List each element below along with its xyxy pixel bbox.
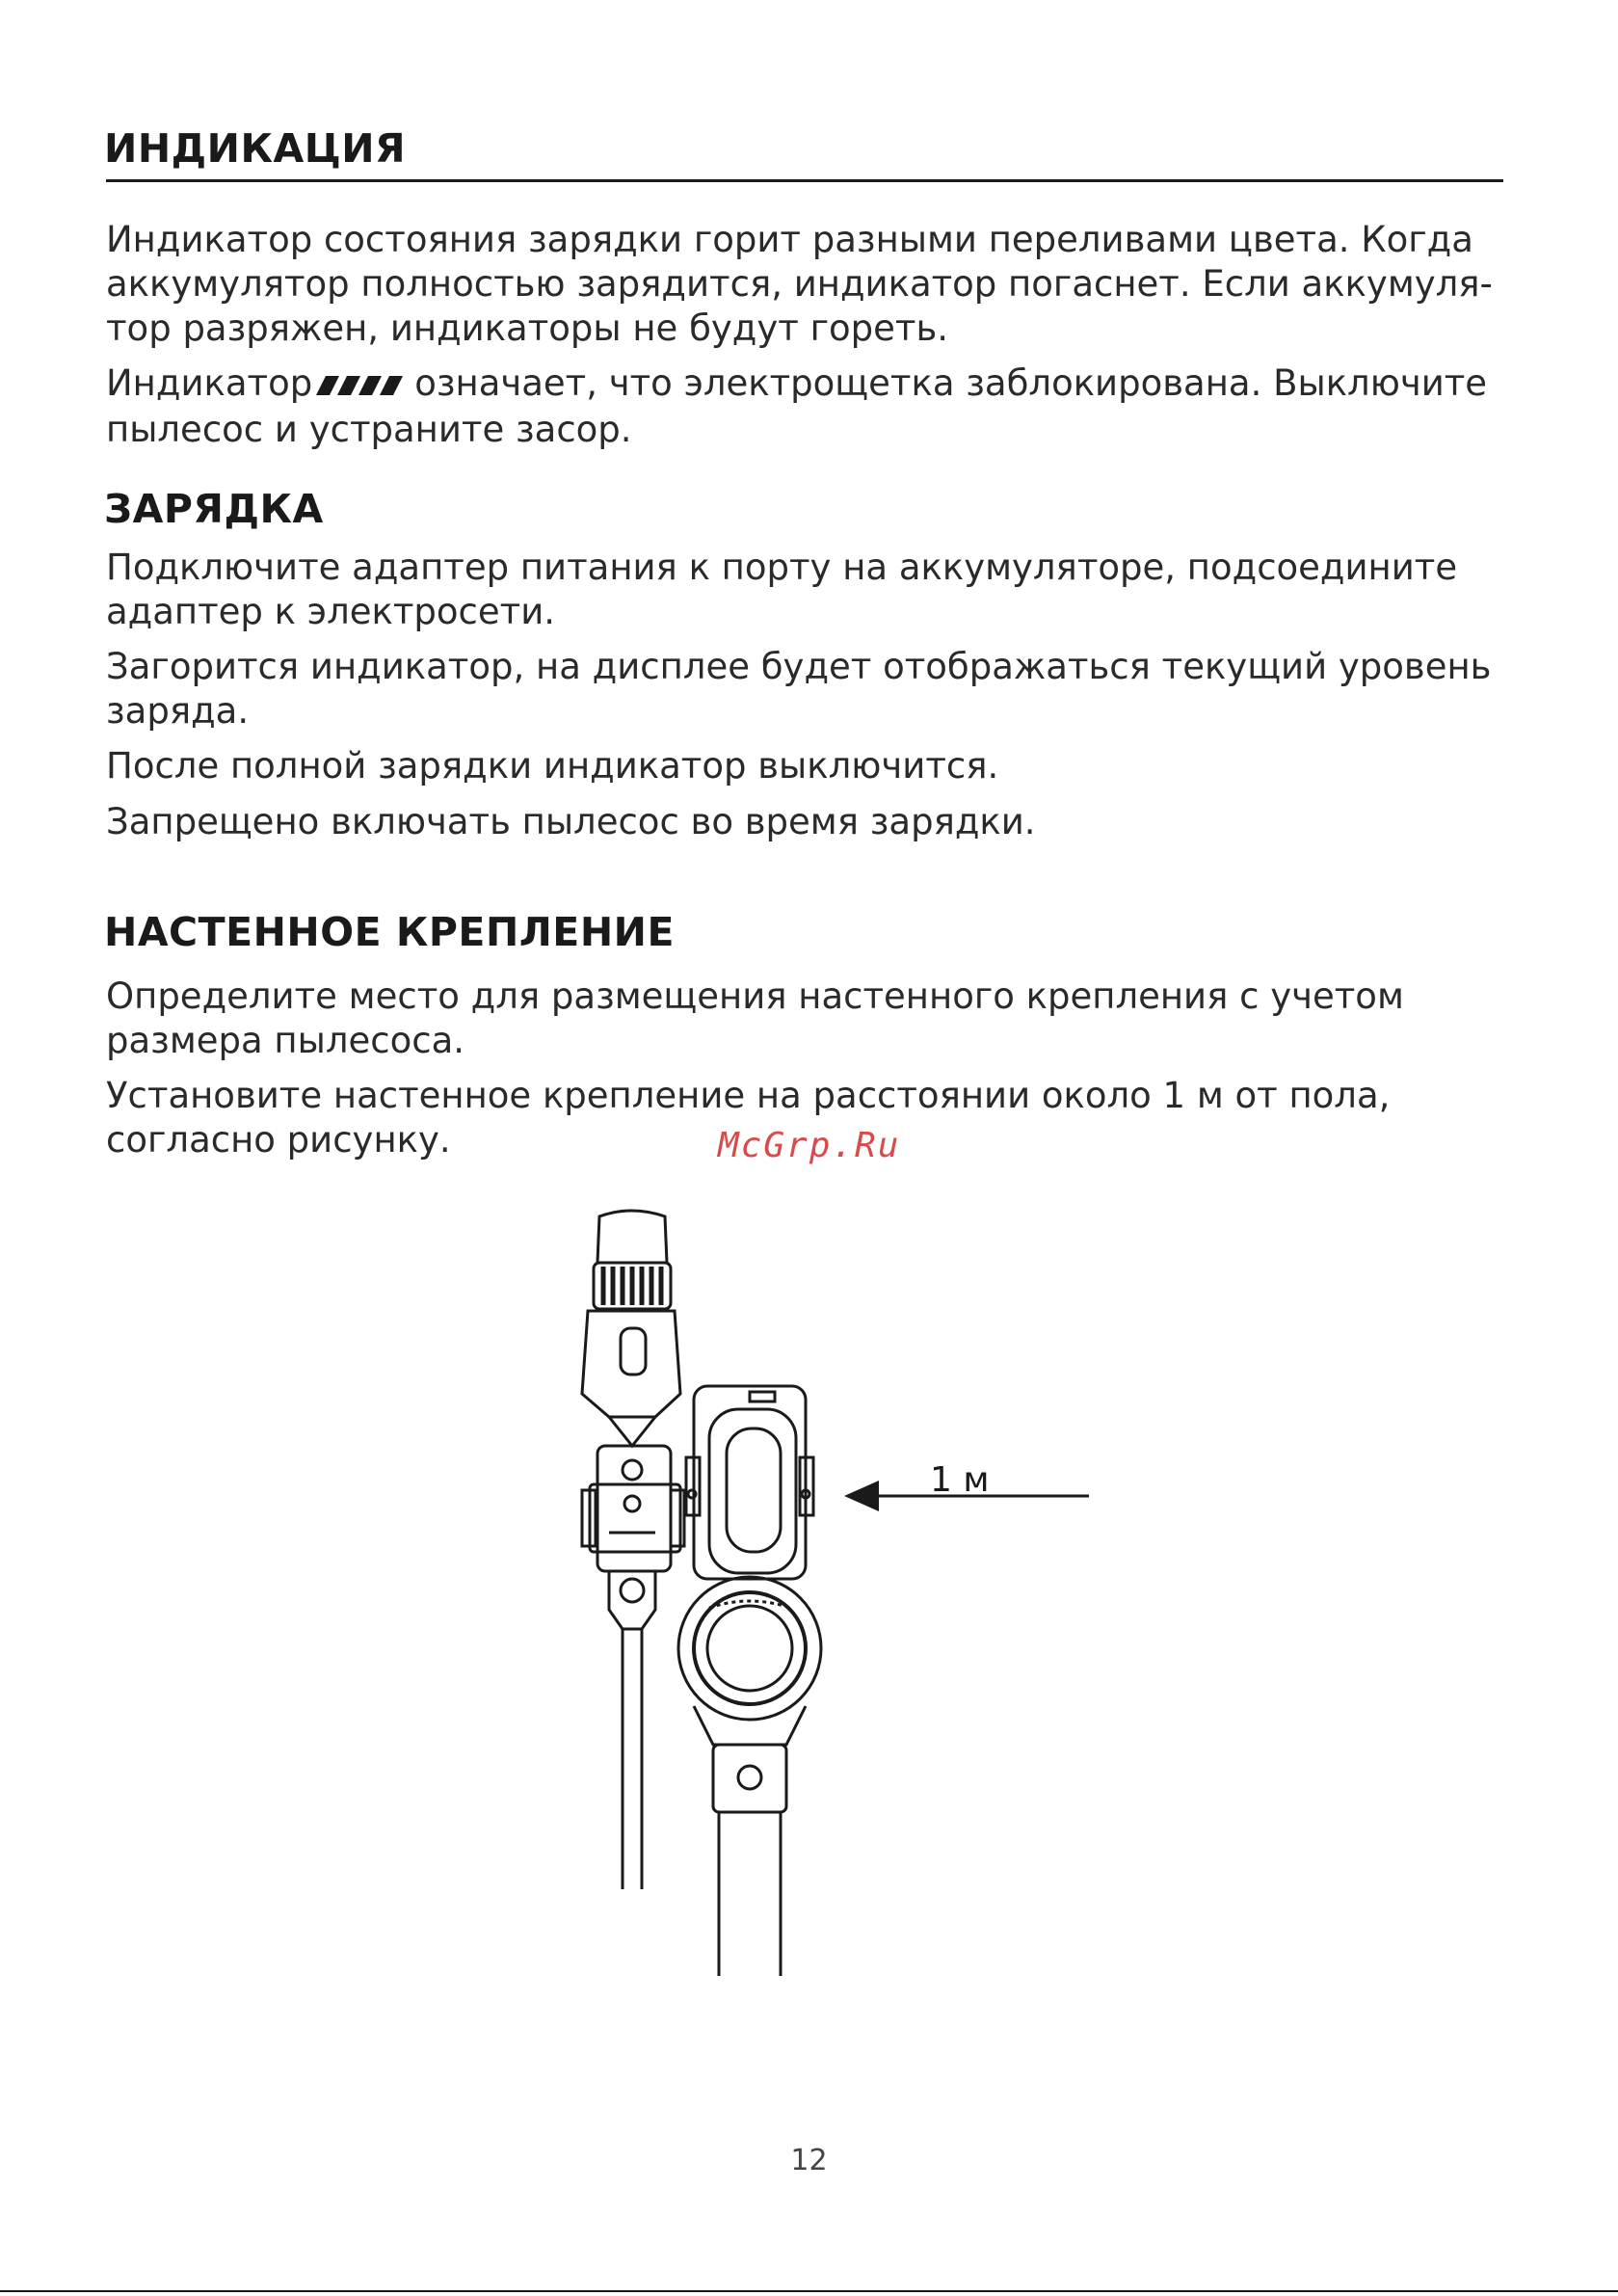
- vacuum-wall-mount-illustration: [540, 1205, 1137, 1995]
- brush-blocked-indicator-icon: [316, 363, 409, 408]
- mount-paragraph-1: Определите место для размещения настенного крепления с учетом размера пылесоса.: [106, 975, 1404, 1061]
- charging-paragraph-2: Загорится индикатор, на дисплее будет отображаться текущий уровень заряда.: [106, 646, 1492, 732]
- indication-paragraph-2: [106, 361, 1532, 452]
- page-number: 12: [790, 2144, 828, 2177]
- charging-paragraph-4: Запрещено включать пылесос во время зарядки.: [106, 801, 1036, 842]
- dimension-label: 1 м: [930, 1460, 990, 1500]
- watermark: McGrp.Ru: [718, 1126, 901, 1165]
- indication-p2-end: означает, что электрощетка заблокирована. Выключите пылесос и устраните засор.: [106, 362, 1488, 450]
- charging-paragraph-1: Подключите адаптер питания к порту на аккумуляторе, подсоедините адаптер к электросети.: [106, 547, 1458, 632]
- section-title-indication: ИНДИКАЦИЯ: [104, 125, 407, 172]
- charging-paragraph-3: После полной зарядки индикатор выключится.: [106, 745, 999, 787]
- mount-paragraph-2: Установите настенное крепление на расстоянии около 1 м от пола, согласно рисунку.: [106, 1075, 1391, 1161]
- section-title-charging: ЗАРЯДКА: [104, 486, 324, 532]
- section-divider: [106, 179, 1503, 182]
- bottom-border: [0, 2290, 1618, 2292]
- section-title-wall-mount: НАСТЕННОЕ КРЕПЛЕНИЕ: [104, 909, 675, 955]
- indication-p2-start: Индикатор: [106, 362, 313, 404]
- indication-paragraph-1: Индикатор состояния зарядки горит разными переливами цвета. Когда аккумулятор полностью зарядится, индикатор погаснет. Если аккумуля-тор разряжен, индикаторы не будут гореть.: [106, 219, 1493, 349]
